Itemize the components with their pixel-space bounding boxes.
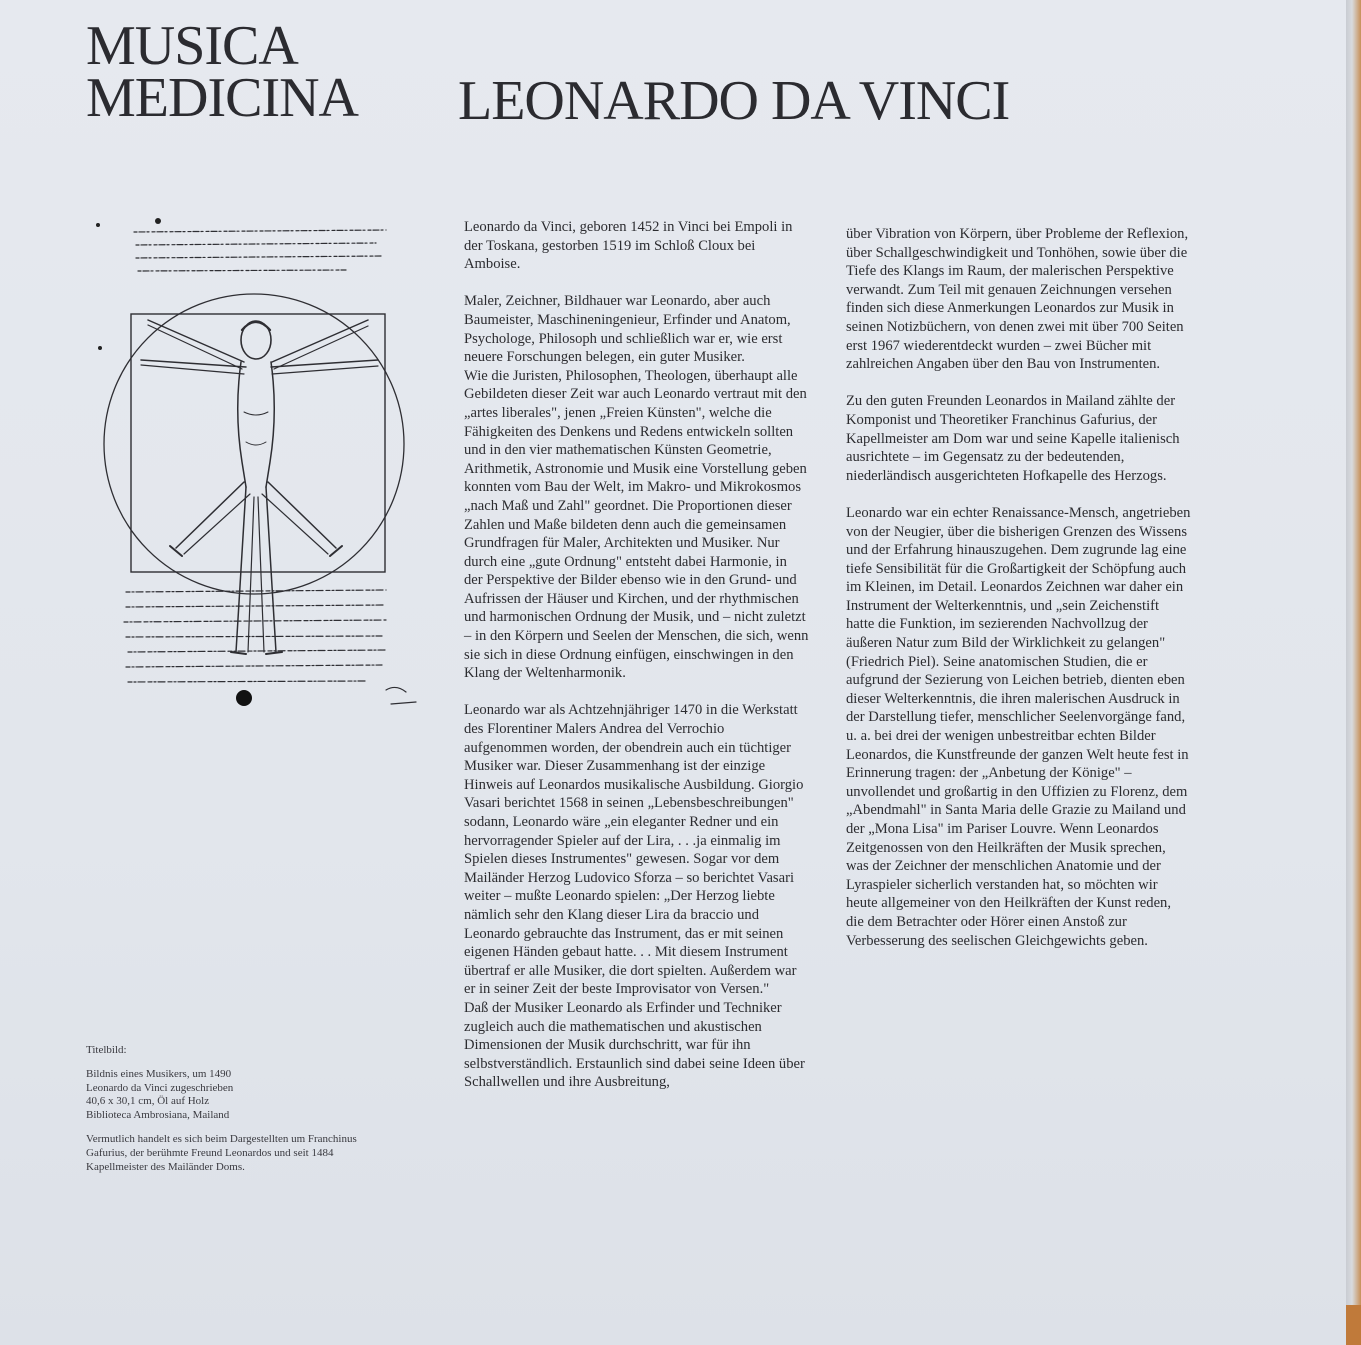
paragraph-biography: Leonardo da Vinci, geboren 1452 in Vinci bei Empoli in der Toskana, gestorben 1519 im Schloß Cloux bei Amboise. <box>464 219 793 273</box>
text-column-left <box>464 218 809 1111</box>
composer-title: LEONARDO DA VINCI <box>458 70 1010 132</box>
series-title <box>86 15 358 129</box>
caption-detail-attribution: Leonardo da Vinci zugeschrieben <box>86 1081 234 1094</box>
text-column-right <box>846 225 1191 969</box>
series-title-line2: MEDICINA <box>86 67 358 129</box>
caption-note: Vermutlich handelt es sich beim Dargestellten um Franchinus Gafurius, der berühmte Freund Leonardos und seit 1484 Kapellmeister des Mailänder Doms. <box>86 1132 357 1173</box>
paragraph-gafurius: Zu den guten Freunden Leonardos in Mailand zählte der Komponist und Theoretiker Franchinus Gafurius, der Kapellmeister am Dom war und seine Kapelle italienisch ausrichtete – im Gegensatz zu der bedeutenden, niederländisch ausgerichteten Hofkapelle des Herzogs. <box>846 393 1180 484</box>
paragraph-acoustics: Daß der Musiker Leonardo als Erfinder und Techniker zugleich auch die mathematischen und akustischen Dimensionen der Musik durchschritt, war für ihn selbstverständlich. Erstaunlich sind dabei seine Ideen über Schallwellen und ihre Ausbreitung, <box>464 999 805 1091</box>
paragraph-musical-training: Leonardo war als Achtzehnjähriger 1470 in die Werkstatt des Florentiner Malers Andrea del Verrochio aufgenommen worden, der obendrein auch ein tüchtiger Musiker war. Dieser Zusammenhang ist der einzige Hinweis auf Leonardos musikalische Ausbildung. Giorgio Vasari berichtet 1568 in seinen „Lebensbeschreibungen" sodann, Leonardo wäre „ein eleganter Redner und ein hervorragender Spieler auf der Lira, . . .ja einmalig im Spielen dieses Instrumentes" gewesen. Sogar vor dem Mailänder Herzog Ludovico Sforza – so berichtet Vasari weiter – mußte Leonardo spielen: „Der Herzog liebte nämlich sehr den Klang dieser Lira da braccio und Leonardo gebrauchte das Instrument, das er mit seinen eigenen Händen gebaut hatte. . . Mit diesem Instrument übertraf er alle Musiker, die dort spielten. Außerdem war er in seiner Zeit der beste Improvisator von Versen." <box>464 702 804 998</box>
paragraph-artes-liberales: Wie die Juristen, Philosophen, Theologen, überhaupt alle Gebildeten dieser Zeit war auch Leonardo vertraut mit den „artes liberales", jenen „Freien Künsten", welche die Fähigkeiten des Denkens und Redens entwickeln sollten und in den vier mathematischen Künsten Geometrie, Arithmetik, Astronomie und Musik eine Vorstellung geben konnten vom Bau der Welt, im Makro- und Mikrokosmos „nach Maß und Zahl" geordnet. Die Proportionen dieser Zahlen und Maße bildeten denn auch die gemeinsamen Grundfragen für Maler, Architekten und Musiker. Nur durch eine „gute Ordnung" entsteht dabei Harmonie, in der Perspektive der Bilder ebenso wie in den Grund- und Aufrissen der Häuser und Kirchen, und der rhythmischen und harmonischen Ordnung der Musik, und – nicht zuletzt – in den Körpern und Seelen der Menschen, die sich, wenn sie sich in diese Ordnung einfügen, einschwingen in den Klang der Weltenharmonik. <box>464 367 809 682</box>
caption-detail-location: Biblioteca Ambrosiana, Mailand <box>86 1109 230 1122</box>
caption-heading: Titelbild: <box>86 1044 127 1056</box>
paragraph-renaissance: Leonardo war ein echter Renaissance-Mensch, angetrieben von der Neugier, über die bisherigen Grenzen des Wissens und der Erfahrung hinauszugehen. Dem zugrunde lag eine tiefe Sensibilität für die Großartigkeit der Schöpfung auch im Kleinen, im Detail. Leonardos Zeichnen war daher ein Instrument der Welterkenntnis, und „sein Zeichenstift hatte die Funktion, im sezierenden Nachvollzug der äußeren Natur zum Bild der Wirklichkeit zu gelangen" (Friedrich Piel). Seine anatomischen Studien, die er aufgrund der Sezierung von Leichen betrieb, dienten eben dieser Welterkenntnis, die ihren malerischen Ausdruck in der Darstellung tiefer, menschlicher Seelenvorgänge fand, u. a. bei drei der wenigen unbestreitbar echten Bilder Leonardos, die Kunstfreunde der ganzen Welt heute fest in Erinnerung tragen: der „Anbetung der Könige" – unvollendet und großartig in den Uffizien zu Florenz, dem „Abendmahl" in Santa Maria delle Grazie zu Mailand und der „Mona Lisa" im Pariser Louvre. Wenn Leonardos Zeitgenossen von den Heilkräften der Musik sprechen, was der Zeichner der menschlichen Anatomie und der Lyraspieler sicherlich verstanden hat, so möchten wir heute allgemeiner von den Heilkräften der Kunst reden, die dem Betrachter oder Hörer einen Anstoß zur Verbesserung des seelischen Gleichgewichts geben. <box>846 504 1191 949</box>
vitruvian-man-drawing-icon <box>86 212 424 712</box>
cover-caption <box>86 1044 386 1184</box>
sleeve-edge-corner <box>1346 1305 1361 1345</box>
caption-details <box>86 1068 386 1123</box>
paragraph-professions: Maler, Zeichner, Bildhauer war Leonardo, aber auch Baumeister, Maschineningenieur, Erfinder und Anatom, Psychologe, Philosoph und schließlich war er, wie erst neuere Forschungen belegen, ein guter Musiker. <box>464 293 791 366</box>
caption-detail-dimensions: 40,6 x 30,1 cm, Öl auf Holz <box>86 1095 210 1108</box>
series-title-line1: MUSICA <box>86 15 298 77</box>
sleeve-edge <box>1346 0 1361 1345</box>
caption-detail-title: Bildnis eines Musikers, um 1490 <box>86 1067 232 1080</box>
paragraph-notebooks: über Vibration von Körpern, über Probleme der Reflexion, über Schallgeschwindigkeit und Tonhöhen, sowie über die Tiefe des Klangs im Raum, der malerischen Perspektive verwandt. Zum Teil mit genauen Zeichnungen versehen finden sich diese Anmerkungen Leonardos zur Musik in seinen Notizbüchern, von denen zwei mit über 700 Seiten erst 1967 wiederentdeckt wurden – zwei Bücher mit zahlreichen Angaben über den Bau von Instrumenten. <box>846 226 1189 373</box>
